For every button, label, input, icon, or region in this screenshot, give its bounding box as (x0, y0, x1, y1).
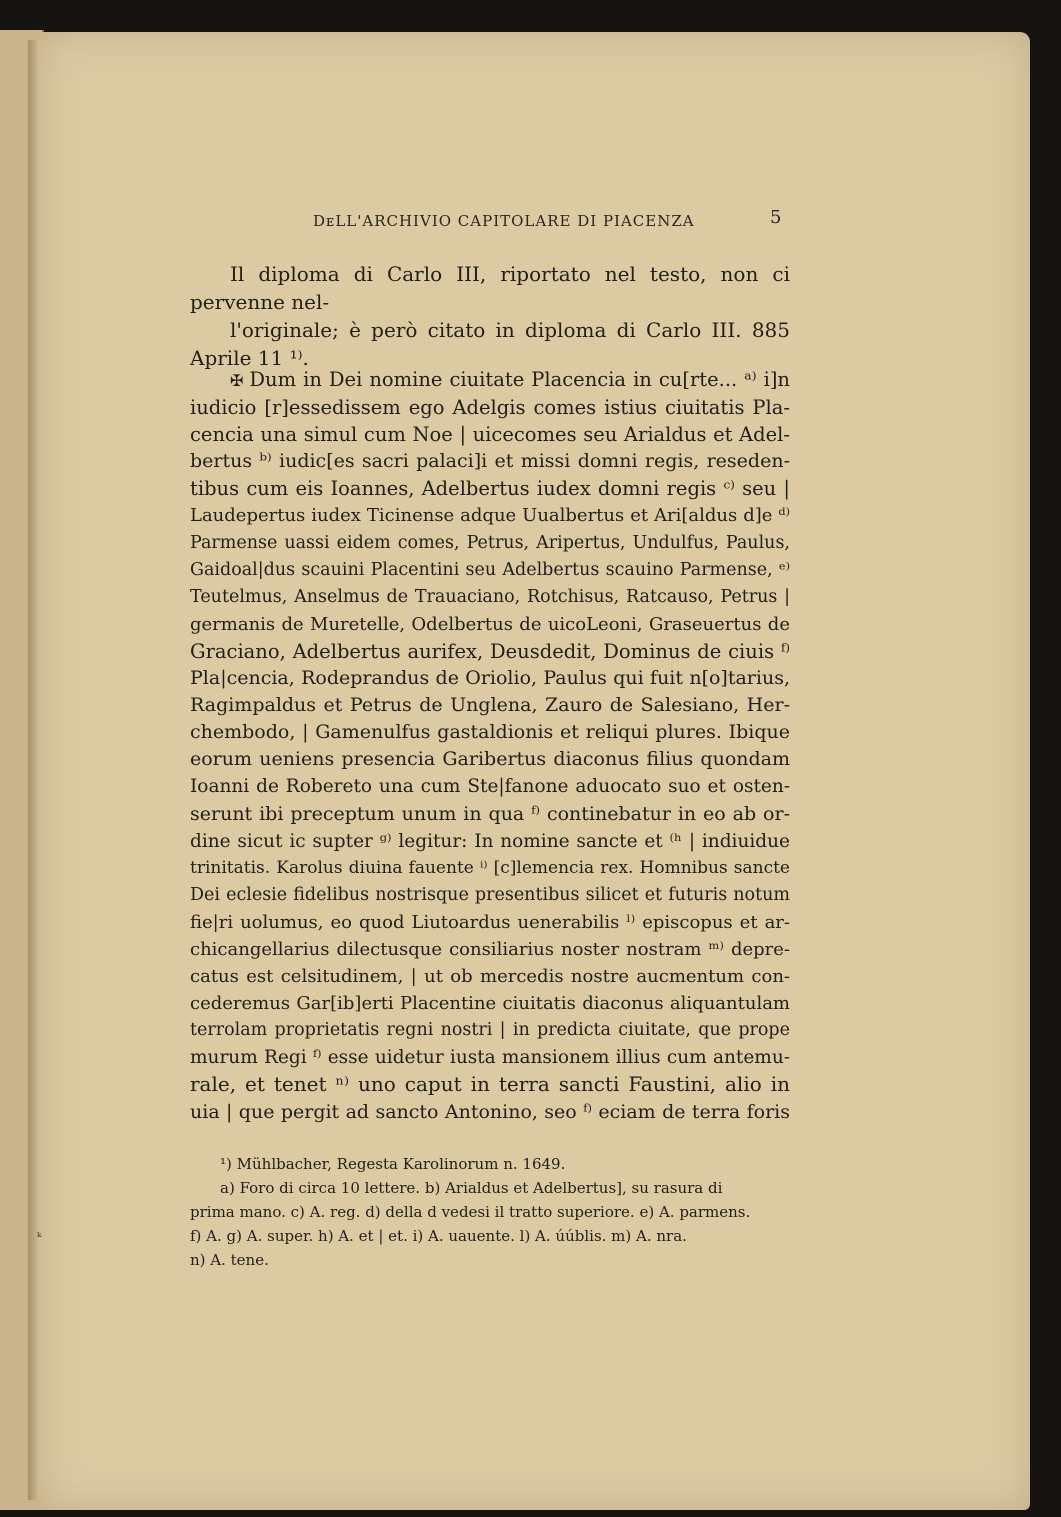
charter-line: Graciano, Adelbertus aurifex, Deusdedit, Dominus de ciuis ᶠ⁾ (190, 639, 790, 663)
charter-line: uia | que pergit ad sancto Antonino, seo ᶠ⁾ eciam de terra foris (190, 1100, 790, 1123)
charter-line: cederemus Gar[ib]erti Placentine ciuitatis diaconus aliquantulam (190, 993, 790, 1015)
charter-line: Parmense uassi eidem comes, Petrus, Aripertus, Undulfus, Paulus, (190, 532, 790, 553)
charter-line: ✠ Dum in Dei nomine ciuitate Placencia in cu[rte... ᵃ⁾ i]n (230, 368, 790, 391)
charter-line: eorum ueniens presencia Garibertus diaconus filius quondam (190, 748, 790, 771)
footnote: ¹) Mühlbacher, Regesta Karolinorum n. 1649. (220, 1155, 566, 1173)
charter-line: chembodo, | Gamenulfus gastaldionis et reliqui plures. Ibique (190, 721, 790, 744)
charter-line: cencia una simul cum Noe | uicecomes seu Arialdus et Adel- (190, 423, 790, 447)
footnote: f) A. g) A. super. h) A. et | et. i) A. uauente. l) A. úúblis. m) A. nra. (190, 1227, 687, 1245)
margin-mark: ᵏ (37, 1230, 42, 1244)
charter-line: Pla|cencia, Rodeprandus de Oriolio, Paulus qui fuit n[o]tarius, (190, 667, 790, 690)
charter-line: Laudepertus iudex Ticinense adque Uualbertus et Ari[aldus d]e ᵈ⁾ (190, 505, 790, 527)
charter-line: germanis de Muretelle, Odelbertus de uicoLeoni, Graseuertus de (190, 613, 790, 635)
charter-line: chicangellarius dilectusque consiliarius noster nostram ᵐ⁾ depre- (190, 938, 790, 960)
charter-line: iudicio [r]essedissem ego Adelgis comes istius ciuitatis Pla- (190, 396, 790, 420)
charter-line: terrolam proprietatis regni nostri | in predicta ciuitate, que prope (190, 1020, 790, 1041)
footnote: a) Foro di circa 10 lettere. b) Arialdus et Adelbertus], su rasura di (220, 1179, 723, 1197)
running-head: DᴇLL'ARCHIVIO CAPITOLARE DI PIACENZA (313, 212, 695, 230)
charter-line: rale, et tenet ⁿ⁾ uno caput in terra sancti Faustini, alio in (190, 1072, 790, 1097)
charter-line: catus est celsitudinem, | ut ob mercedis nostre aucmentum con- (190, 966, 790, 988)
intro-paragraph (190, 260, 790, 372)
charter-line: Dei eclesie fidelibus nostrisque presentibus silicet et futuris notum (190, 884, 790, 905)
charter-line: Ioanni de Robereto una cum Ste|fanone aduocato suo et osten- (190, 776, 790, 798)
charter-line: bertus ᵇ⁾ iudic[es sacri palaci]i et missi domni regis, reseden- (190, 450, 790, 473)
footnote: n) A. tene. (190, 1251, 269, 1269)
charter-line: fie|ri uolumus, eo quod Liutoardus uenerabilis ˡ⁾ episcopus et ar- (190, 911, 790, 933)
charter-line: dine sicut ic supter ᵍ⁾ legitur: In nomine sancte et ⁽ʰ | indiuidue (190, 830, 790, 852)
charter-line: tibus cum eis Ioannes, Adelbertus iudex domni regis ᶜ⁾ seu | (190, 477, 790, 501)
charter-line: murum Regi ᶠ⁾ esse uidetur iusta mansionem illius cum antemu- (190, 1047, 790, 1069)
page-number: 5 (770, 207, 782, 228)
charter-line: Gaidoal|dus scauini Placentini seu Adelbertus scauino Parmense, ᵉ⁾ (190, 559, 790, 580)
charter-line: trinitatis. Karolus diuina fauente ⁱ⁾ [c]lemencia rex. Homnibus sancte (190, 857, 790, 878)
intro-line: l'originale; è però citato in diploma di Carlo III. 885 Aprile 11 ¹⁾. (190, 318, 790, 370)
charter-line: Teutelmus, Anselmus de Trauaciano, Rotchisus, Ratcauso, Petrus | (190, 586, 790, 607)
charter-line: serunt ibi preceptum unum in qua ᶠ⁾ continebatur in eo ab or- (190, 802, 790, 825)
cross-icon: ✠ (230, 371, 244, 390)
footnote: prima mano. c) A. reg. d) della d vedesi il tratto superiore. e) A. parmens. (190, 1203, 751, 1221)
charter-text (190, 366, 790, 1126)
charter-line: Ragimpaldus et Petrus de Unglena, Zauro de Salesiano, Her- (190, 694, 790, 717)
footnotes (190, 1152, 790, 1272)
intro-line: Il diploma di Carlo III, riportato nel testo, non ci pervenne nel- (190, 262, 790, 314)
